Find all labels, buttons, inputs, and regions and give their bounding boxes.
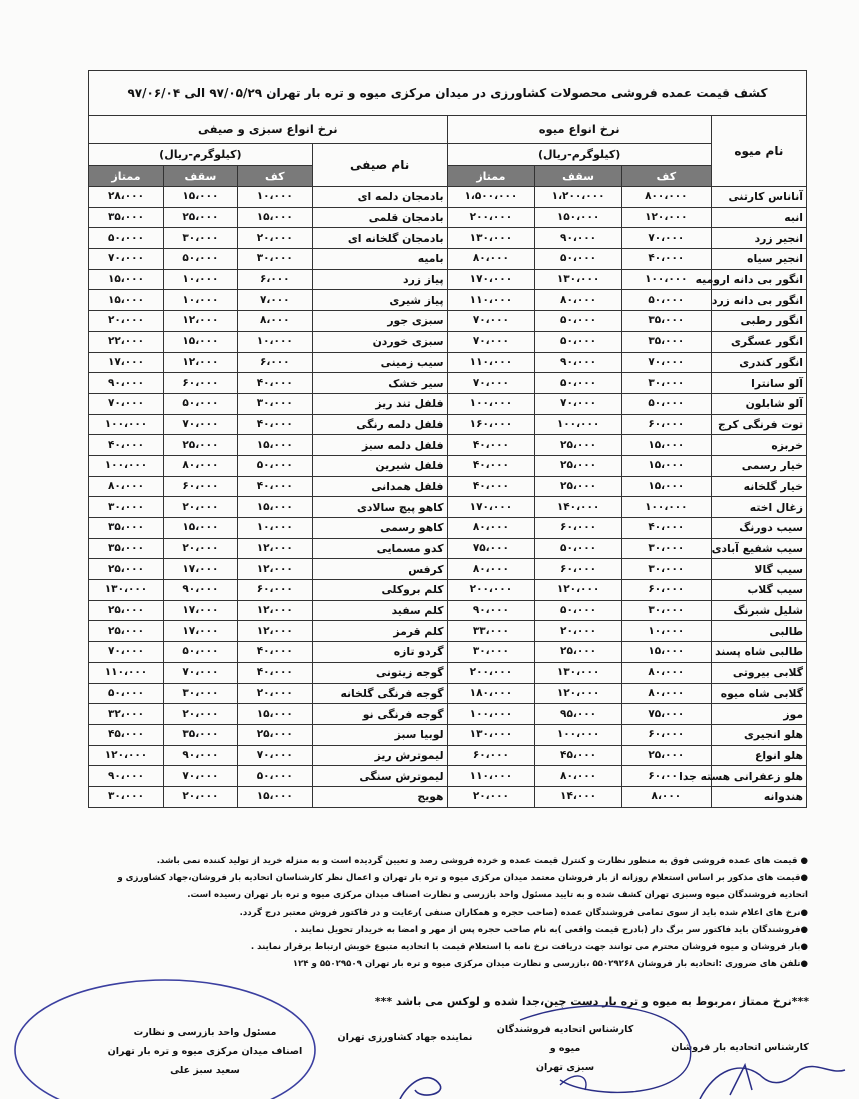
fruit-premium-price: ۱۳۰،۰۰۰ bbox=[447, 724, 535, 745]
veg-min-price: ۶،۰۰۰ bbox=[237, 352, 312, 373]
veg-max-price: ۱۰،۰۰۰ bbox=[164, 269, 238, 290]
fruit-premium-price: ۱۶۰،۰۰۰ bbox=[447, 414, 535, 435]
fruit-max-price: ۵۰،۰۰۰ bbox=[535, 331, 622, 352]
fruit-name: انجیر سیاه bbox=[711, 249, 806, 270]
fruit-max-price: ۱۲۰،۰۰۰ bbox=[535, 580, 622, 601]
fruit-min-price: ۱۲۰،۰۰۰ bbox=[621, 207, 711, 228]
note-line: ●تلفن های ضروری :اتحادیه بار فروشان ۵۵۰۲۹۲۶۸ ،بازرسی و نظارت میدان مرکزی میوه و تره بار تهران ۵۵۰۲۹۵۰۹ و ۱۲۴ bbox=[292, 959, 808, 970]
veg-name: پیاز شیری bbox=[312, 290, 447, 311]
fruit-max-price: ۱۰۰،۰۰۰ bbox=[535, 414, 622, 435]
veg-min-price: ۳۰،۰۰۰ bbox=[237, 393, 312, 414]
veg-premium-price: ۷۰،۰۰۰ bbox=[89, 393, 164, 414]
veg-name: سیر خشک bbox=[312, 373, 447, 394]
fruit-name: انگور عسگری bbox=[711, 331, 806, 352]
fruit-name-header: نام میوه bbox=[711, 116, 806, 187]
veg-premium-price: ۲۵،۰۰۰ bbox=[89, 600, 164, 621]
fruit-premium-price: ۱۱۰،۰۰۰ bbox=[447, 290, 535, 311]
veg-name: گردو تازه bbox=[312, 642, 447, 663]
veg-premium-price: ۳۵،۰۰۰ bbox=[89, 207, 164, 228]
fruit-name: انجیر زرد bbox=[711, 228, 806, 249]
note-line: اتحادیه فروشندگان میوه وسبزی تهران کشف شده و به تایید مسئول واحد بازرسی و نظارت اصناف میدان مرکزی میوه و تره بار تهران رسیده است. bbox=[187, 890, 808, 901]
veg-premium-price: ۳۲،۰۰۰ bbox=[89, 704, 164, 725]
fruit-max-price: ۲۵،۰۰۰ bbox=[535, 455, 622, 476]
note-line: ●قیمت های مذکور بر اساس استعلام روزانه از بار فروشان معتمد میدان مرکزی میوه و تره بار تهران و اعمال نظر کارشناسان اتحادیه بار فروشان،جهاد کشاورزی و bbox=[117, 873, 808, 884]
veg-name: گوجه زیتونی bbox=[312, 662, 447, 683]
fruit-min-price: ۱۵،۰۰۰ bbox=[621, 642, 711, 663]
fruit-min-price: ۳۰،۰۰۰ bbox=[621, 600, 711, 621]
veg-col-max: سقف bbox=[164, 166, 238, 187]
veg-name: فلفل دلمه رنگی bbox=[312, 414, 447, 435]
fruit-max-price: ۶۰،۰۰۰ bbox=[535, 518, 622, 539]
fruit-min-price: ۱۵،۰۰۰ bbox=[621, 455, 711, 476]
fruit-name: توت فرنگی کرج bbox=[711, 414, 806, 435]
fruit-name: آلو شابلون bbox=[711, 393, 806, 414]
veg-min-price: ۱۲،۰۰۰ bbox=[237, 621, 312, 642]
veg-max-price: ۱۰،۰۰۰ bbox=[164, 290, 238, 311]
fruit-premium-price: ۷۰،۰۰۰ bbox=[447, 311, 535, 332]
fruit-max-price: ۷۰،۰۰۰ bbox=[535, 393, 622, 414]
fruit-name: خربزه bbox=[711, 435, 806, 456]
fruit-premium-price: ۲۰۰،۰۰۰ bbox=[447, 580, 535, 601]
signature-line: کارشناس اتحادیه فروشندگان میوه و bbox=[496, 1024, 634, 1054]
fruit-name: هلو انواع bbox=[711, 745, 806, 766]
veg-name: سبزی خوردن bbox=[312, 331, 447, 352]
fruit-min-price: ۴۰،۰۰۰ bbox=[621, 518, 711, 539]
veg-max-price: ۳۰،۰۰۰ bbox=[164, 228, 238, 249]
veg-name: کدو مسمایی bbox=[312, 538, 447, 559]
veg-max-price: ۸۰،۰۰۰ bbox=[164, 455, 238, 476]
veg-max-price: ۲۰،۰۰۰ bbox=[164, 538, 238, 559]
fruit-max-price: ۵۰،۰۰۰ bbox=[535, 373, 622, 394]
veg-max-price: ۶۰،۰۰۰ bbox=[164, 476, 238, 497]
fruit-max-price: ۲۵،۰۰۰ bbox=[535, 435, 622, 456]
fruit-max-price: ۱۳۰،۰۰۰ bbox=[535, 662, 622, 683]
fruit-max-price: ۲۰،۰۰۰ bbox=[535, 621, 622, 642]
veg-max-price: ۱۷،۰۰۰ bbox=[164, 600, 238, 621]
fruit-name: انگور بی دانه زرد bbox=[711, 290, 806, 311]
fruit-premium-price: ۱۰۰،۰۰۰ bbox=[447, 704, 535, 725]
signature-line: کارشناس اتحادیه بار فروشان bbox=[671, 1042, 809, 1053]
fruit-premium-price: ۲۰۰،۰۰۰ bbox=[447, 662, 535, 683]
veg-premium-price: ۳۰،۰۰۰ bbox=[89, 786, 164, 807]
fruit-premium-price: ۱۷۰،۰۰۰ bbox=[447, 497, 535, 518]
veg-max-price: ۹۰،۰۰۰ bbox=[164, 745, 238, 766]
veg-max-price: ۱۲،۰۰۰ bbox=[164, 311, 238, 332]
fruit-max-price: ۵۰،۰۰۰ bbox=[535, 311, 622, 332]
veg-premium-price: ۱۲۰،۰۰۰ bbox=[89, 745, 164, 766]
fruit-min-price: ۳۰،۰۰۰ bbox=[621, 373, 711, 394]
veg-premium-price: ۹۰،۰۰۰ bbox=[89, 373, 164, 394]
veg-max-price: ۱۵،۰۰۰ bbox=[164, 331, 238, 352]
veg-min-price: ۶،۰۰۰ bbox=[237, 269, 312, 290]
fruit-col-min: کف bbox=[621, 166, 711, 187]
fruit-premium-price: ۴۰،۰۰۰ bbox=[447, 455, 535, 476]
veg-premium-price: ۲۲،۰۰۰ bbox=[89, 331, 164, 352]
veg-section-heading: نرخ انواع سبزی و صیفی bbox=[89, 116, 448, 144]
veg-premium-price: ۱۷،۰۰۰ bbox=[89, 352, 164, 373]
veg-name: فلفل تند ریز bbox=[312, 393, 447, 414]
fruit-max-price: ۱،۲۰۰،۰۰۰ bbox=[535, 187, 622, 208]
fruit-min-price: ۳۵،۰۰۰ bbox=[621, 331, 711, 352]
veg-max-price: ۷۰،۰۰۰ bbox=[164, 414, 238, 435]
fruit-min-price: ۵۰،۰۰۰ bbox=[621, 393, 711, 414]
veg-min-price: ۱۵،۰۰۰ bbox=[237, 704, 312, 725]
fruit-min-price: ۶۰،۰۰۰ bbox=[621, 414, 711, 435]
veg-min-price: ۴۰،۰۰۰ bbox=[237, 476, 312, 497]
veg-min-price: ۲۰،۰۰۰ bbox=[237, 228, 312, 249]
fruit-min-price: ۵۰،۰۰۰ bbox=[621, 290, 711, 311]
veg-max-price: ۳۵،۰۰۰ bbox=[164, 724, 238, 745]
fruit-min-price: ۳۵،۰۰۰ bbox=[621, 311, 711, 332]
fruit-premium-price: ۳۳،۰۰۰ bbox=[447, 621, 535, 642]
veg-premium-price: ۲۵،۰۰۰ bbox=[89, 621, 164, 642]
veg-name: لوبیا سبز bbox=[312, 724, 447, 745]
veg-name: لیموترش ریز bbox=[312, 745, 447, 766]
fruit-name: سیب دورنگ bbox=[711, 518, 806, 539]
fruit-min-price: ۷۵،۰۰۰ bbox=[621, 704, 711, 725]
fruit-premium-price: ۱۳۰،۰۰۰ bbox=[447, 228, 535, 249]
fruit-min-price: ۱۰،۰۰۰ bbox=[621, 621, 711, 642]
veg-name: کرفس bbox=[312, 559, 447, 580]
note-line: ●نرخ های اعلام شده باید از سوی تمامی فروشندگان عمده (صاحب حجره و همکاران صنفی )رعایت و در فاکتور فروش معتبر درج گردد. bbox=[239, 907, 808, 918]
veg-max-price: ۲۰،۰۰۰ bbox=[164, 497, 238, 518]
veg-max-price: ۲۰،۰۰۰ bbox=[164, 704, 238, 725]
veg-name: لیموترش سنگی bbox=[312, 766, 447, 787]
veg-name: کلم قرمز bbox=[312, 621, 447, 642]
veg-max-price: ۷۰،۰۰۰ bbox=[164, 662, 238, 683]
veg-name-header: نام صیفی bbox=[312, 144, 447, 187]
fruit-premium-price: ۸۰،۰۰۰ bbox=[447, 518, 535, 539]
veg-max-price: ۱۵،۰۰۰ bbox=[164, 187, 238, 208]
fruit-max-price: ۵۰،۰۰۰ bbox=[535, 600, 622, 621]
veg-min-price: ۱۲،۰۰۰ bbox=[237, 600, 312, 621]
fruit-name: طالبی شاه پسند bbox=[711, 642, 806, 663]
veg-name: هویج bbox=[312, 786, 447, 807]
signature-scribble-icon bbox=[400, 1078, 441, 1099]
fruit-max-price: ۲۵،۰۰۰ bbox=[535, 476, 622, 497]
fruit-min-price: ۶۰،۰۰۰ bbox=[621, 580, 711, 601]
veg-min-price: ۵۰،۰۰۰ bbox=[237, 455, 312, 476]
fruit-name: هلو زعفرانی هسته جدا bbox=[711, 766, 806, 787]
fruit-max-price: ۹۰،۰۰۰ bbox=[535, 352, 622, 373]
veg-min-price: ۱۵،۰۰۰ bbox=[237, 207, 312, 228]
fruit-min-price: ۴۰،۰۰۰ bbox=[621, 249, 711, 270]
fruit-premium-price: ۸۰،۰۰۰ bbox=[447, 559, 535, 580]
fruit-max-price: ۲۵،۰۰۰ bbox=[535, 642, 622, 663]
veg-min-price: ۲۵،۰۰۰ bbox=[237, 724, 312, 745]
veg-min-price: ۱۰،۰۰۰ bbox=[237, 331, 312, 352]
fruit-premium-price: ۱۸۰،۰۰۰ bbox=[447, 683, 535, 704]
veg-min-price: ۳۰،۰۰۰ bbox=[237, 249, 312, 270]
fruit-min-price: ۸۰،۰۰۰ bbox=[621, 683, 711, 704]
veg-premium-price: ۱۱۰،۰۰۰ bbox=[89, 662, 164, 683]
veg-premium-price: ۲۵،۰۰۰ bbox=[89, 559, 164, 580]
fruit-max-price: ۵۰،۰۰۰ bbox=[535, 249, 622, 270]
fruit-name: زغال اخته bbox=[711, 497, 806, 518]
fruit-max-price: ۱۰۰،۰۰۰ bbox=[535, 724, 622, 745]
fruit-premium-price: ۲۰،۰۰۰ bbox=[447, 786, 535, 807]
fruit-max-price: ۹۰،۰۰۰ bbox=[535, 228, 622, 249]
veg-col-min: کف bbox=[237, 166, 312, 187]
fruit-min-price: ۳۰،۰۰۰ bbox=[621, 538, 711, 559]
veg-name: بامیه bbox=[312, 249, 447, 270]
veg-min-price: ۴۰،۰۰۰ bbox=[237, 642, 312, 663]
fruit-premium-price: ۷۰،۰۰۰ bbox=[447, 331, 535, 352]
veg-max-price: ۷۰،۰۰۰ bbox=[164, 766, 238, 787]
fruit-premium-price: ۱۷۰،۰۰۰ bbox=[447, 269, 535, 290]
veg-premium-price: ۷۰،۰۰۰ bbox=[89, 249, 164, 270]
veg-premium-price: ۵۰،۰۰۰ bbox=[89, 228, 164, 249]
veg-min-price: ۴۰،۰۰۰ bbox=[237, 373, 312, 394]
fruit-name: سیب شفیع آبادی bbox=[711, 538, 806, 559]
veg-premium-price: ۲۰،۰۰۰ bbox=[89, 311, 164, 332]
veg-name: کلم سفید bbox=[312, 600, 447, 621]
veg-name: فلفل شیرین bbox=[312, 455, 447, 476]
signature-line: سعید سبز علی bbox=[170, 1065, 240, 1076]
fruit-premium-price: ۱۱۰،۰۰۰ bbox=[447, 352, 535, 373]
fruit-max-price: ۱۳۰،۰۰۰ bbox=[535, 269, 622, 290]
veg-name: پیاز زرد bbox=[312, 269, 447, 290]
veg-min-price: ۴۰،۰۰۰ bbox=[237, 414, 312, 435]
veg-premium-price: ۱۵،۰۰۰ bbox=[89, 269, 164, 290]
veg-premium-price: ۷۰،۰۰۰ bbox=[89, 642, 164, 663]
fruit-name: انگور کندری bbox=[711, 352, 806, 373]
veg-max-price: ۱۷،۰۰۰ bbox=[164, 621, 238, 642]
fruit-max-price: ۱۴۰،۰۰۰ bbox=[535, 497, 622, 518]
fruit-name: طالبی bbox=[711, 621, 806, 642]
veg-max-price: ۶۰،۰۰۰ bbox=[164, 373, 238, 394]
veg-max-price: ۲۰،۰۰۰ bbox=[164, 786, 238, 807]
veg-max-price: ۹۰،۰۰۰ bbox=[164, 580, 238, 601]
veg-premium-price: ۱۰۰،۰۰۰ bbox=[89, 455, 164, 476]
fruit-premium-price: ۱۰۰،۰۰۰ bbox=[447, 393, 535, 414]
veg-premium-price: ۳۵،۰۰۰ bbox=[89, 538, 164, 559]
fruit-min-price: ۱۰۰،۰۰۰ bbox=[621, 497, 711, 518]
veg-premium-price: ۸۰،۰۰۰ bbox=[89, 476, 164, 497]
fruit-premium-price: ۴۰،۰۰۰ bbox=[447, 435, 535, 456]
veg-name: بادمجان دلمه ای bbox=[312, 187, 447, 208]
fruit-premium-price: ۷۰،۰۰۰ bbox=[447, 373, 535, 394]
veg-name: گوجه فرنگی نو bbox=[312, 704, 447, 725]
signature-scribble-icon bbox=[700, 1066, 845, 1099]
veg-premium-price: ۵۰،۰۰۰ bbox=[89, 683, 164, 704]
fruit-min-price: ۲۵،۰۰۰ bbox=[621, 745, 711, 766]
veg-premium-price: ۳۵،۰۰۰ bbox=[89, 518, 164, 539]
fruit-col-premium: ممتاز bbox=[447, 166, 535, 187]
signature-line: اصناف میدان مرکزی میوه و تره بار تهران bbox=[107, 1046, 303, 1057]
veg-name: سیب زمینی bbox=[312, 352, 447, 373]
fruit-name: گلابی بیروتی bbox=[711, 662, 806, 683]
signature-line: نماینده جهاد کشاورزی تهران bbox=[337, 1032, 473, 1043]
veg-min-price: ۱۲،۰۰۰ bbox=[237, 538, 312, 559]
fruit-min-price: ۸۰،۰۰۰ bbox=[621, 662, 711, 683]
veg-name: کاهو پیچ سالادی bbox=[312, 497, 447, 518]
veg-min-price: ۴۰،۰۰۰ bbox=[237, 662, 312, 683]
veg-premium-price: ۳۰،۰۰۰ bbox=[89, 497, 164, 518]
veg-min-price: ۵۰،۰۰۰ bbox=[237, 766, 312, 787]
fruit-max-price: ۹۵،۰۰۰ bbox=[535, 704, 622, 725]
fruit-min-price: ۱۵،۰۰۰ bbox=[621, 435, 711, 456]
fruit-unit: (کیلوگرم-ریال) bbox=[447, 144, 711, 166]
fruit-min-price: ۷۰،۰۰۰ bbox=[621, 228, 711, 249]
note-line: ● قیمت های عمده فروشی فوق به منظور نظارت و کنترل قیمت عمده و خرده فروشی رصد و تعیین گردیده است و به منزله خرید از تولید کننده نمی باشد. bbox=[156, 856, 808, 866]
veg-max-price: ۱۲،۰۰۰ bbox=[164, 352, 238, 373]
note-line: ●بار فروشان و میوه فروشان محترم می توانند جهت دریافت نرخ نامه با استعلام قیمت با اتحادیه متبوع خویش ارتباط برقرار نمایند . bbox=[250, 942, 808, 953]
premium-note: ***نرخ ممتاز ،مربوط به میوه و تره بار دست چین،جدا شده و لوکس می باشد *** bbox=[374, 995, 809, 1008]
fruit-premium-price: ۱،۵۰۰،۰۰۰ bbox=[447, 187, 535, 208]
veg-premium-price: ۱۳۰،۰۰۰ bbox=[89, 580, 164, 601]
fruit-min-price: ۶۰،۰۰۰ bbox=[621, 724, 711, 745]
fruit-min-price: ۸۰۰،۰۰۰ bbox=[621, 187, 711, 208]
signature-scribble-icon bbox=[520, 1006, 691, 1093]
veg-min-price: ۱۵،۰۰۰ bbox=[237, 497, 312, 518]
fruit-max-price: ۱۴،۰۰۰ bbox=[535, 786, 622, 807]
fruit-premium-price: ۴۰،۰۰۰ bbox=[447, 476, 535, 497]
fruit-min-price: ۳۰،۰۰۰ bbox=[621, 559, 711, 580]
fruit-premium-price: ۳۰،۰۰۰ bbox=[447, 642, 535, 663]
veg-min-price: ۱۲،۰۰۰ bbox=[237, 559, 312, 580]
veg-name: بادمجان قلمی bbox=[312, 207, 447, 228]
veg-premium-price: ۹۰،۰۰۰ bbox=[89, 766, 164, 787]
veg-premium-price: ۴۵،۰۰۰ bbox=[89, 724, 164, 745]
fruit-max-price: ۸۰،۰۰۰ bbox=[535, 290, 622, 311]
fruit-max-price: ۴۵،۰۰۰ bbox=[535, 745, 622, 766]
fruit-max-price: ۵۰،۰۰۰ bbox=[535, 538, 622, 559]
veg-name: سبزی جور bbox=[312, 311, 447, 332]
veg-name: فلفل دلمه سبز bbox=[312, 435, 447, 456]
fruit-name: هندوانه bbox=[711, 786, 806, 807]
fruit-min-price: ۱۵،۰۰۰ bbox=[621, 476, 711, 497]
fruit-min-price: ۸،۰۰۰ bbox=[621, 786, 711, 807]
veg-max-price: ۲۵،۰۰۰ bbox=[164, 435, 238, 456]
fruit-premium-price: ۹۰،۰۰۰ bbox=[447, 600, 535, 621]
fruit-premium-price: ۸۰،۰۰۰ bbox=[447, 249, 535, 270]
veg-max-price: ۳۰،۰۰۰ bbox=[164, 683, 238, 704]
veg-name: فلفل همدانی bbox=[312, 476, 447, 497]
fruit-name: انبه bbox=[711, 207, 806, 228]
fruit-max-price: ۱۲۰،۰۰۰ bbox=[535, 683, 622, 704]
veg-premium-price: ۱۵،۰۰۰ bbox=[89, 290, 164, 311]
fruit-col-max: سقف bbox=[535, 166, 622, 187]
fruit-premium-price: ۷۵،۰۰۰ bbox=[447, 538, 535, 559]
veg-min-price: ۱۰،۰۰۰ bbox=[237, 187, 312, 208]
veg-min-price: ۸،۰۰۰ bbox=[237, 311, 312, 332]
veg-min-price: ۱۰،۰۰۰ bbox=[237, 518, 312, 539]
veg-min-price: ۱۵،۰۰۰ bbox=[237, 786, 312, 807]
signature-line: مسئول واحد بازرسی و نظارت bbox=[133, 1027, 277, 1038]
veg-min-price: ۲۰،۰۰۰ bbox=[237, 683, 312, 704]
fruit-name: هلو انجیری bbox=[711, 724, 806, 745]
fruit-section-heading: نرخ انواع میوه bbox=[447, 116, 711, 144]
fruit-name: انگور رطبی bbox=[711, 311, 806, 332]
fruit-name: خیار گلخانه bbox=[711, 476, 806, 497]
fruit-name: خیار رسمی bbox=[711, 455, 806, 476]
veg-unit: (کیلوگرم-ریال) bbox=[89, 144, 313, 166]
veg-premium-price: ۴۰،۰۰۰ bbox=[89, 435, 164, 456]
fruit-name: آلو سانترا bbox=[711, 373, 806, 394]
veg-premium-price: ۱۰۰،۰۰۰ bbox=[89, 414, 164, 435]
fruit-name: موز bbox=[711, 704, 806, 725]
fruit-premium-price: ۶۰،۰۰۰ bbox=[447, 745, 535, 766]
fruit-min-price: ۱۰۰،۰۰۰ bbox=[621, 269, 711, 290]
veg-min-price: ۱۵،۰۰۰ bbox=[237, 435, 312, 456]
fruit-max-price: ۱۵۰،۰۰۰ bbox=[535, 207, 622, 228]
veg-min-price: ۷،۰۰۰ bbox=[237, 290, 312, 311]
fruit-name: انگور بی دانه ارومیه bbox=[711, 269, 806, 290]
veg-max-price: ۱۷،۰۰۰ bbox=[164, 559, 238, 580]
signature-line: سبزی تهران bbox=[535, 1062, 595, 1073]
fruit-name: آناناس کارتنی bbox=[711, 187, 806, 208]
veg-name: کلم بروکلی bbox=[312, 580, 447, 601]
veg-name: کاهو رسمی bbox=[312, 518, 447, 539]
veg-name: بادمجان گلخانه ای bbox=[312, 228, 447, 249]
veg-premium-price: ۲۸،۰۰۰ bbox=[89, 187, 164, 208]
fruit-name: گلابی شاه میوه bbox=[711, 683, 806, 704]
fruit-name: سیب گالا bbox=[711, 559, 806, 580]
veg-max-price: ۵۰،۰۰۰ bbox=[164, 642, 238, 663]
note-line: ●فروشندگان باید فاکتور سر برگ دار (بادرج قیمت واقعی )به نام صاحب حجره پس از مهر و امضا به خریدار تحویل نمایند . bbox=[294, 924, 808, 935]
fruit-premium-price: ۲۰۰،۰۰۰ bbox=[447, 207, 535, 228]
sheet-title: کشف قیمت عمده فروشی محصولات کشاورزی در میدان مرکزی میوه و تره بار تهران ۹۷/۰۵/۲۹ الی ۹۷/۰۶/۰۴ bbox=[89, 71, 807, 116]
fruit-min-price: ۷۰،۰۰۰ bbox=[621, 352, 711, 373]
fruit-max-price: ۶۰،۰۰۰ bbox=[535, 559, 622, 580]
fruit-premium-price: ۱۱۰،۰۰۰ bbox=[447, 766, 535, 787]
veg-max-price: ۵۰،۰۰۰ bbox=[164, 249, 238, 270]
veg-col-premium: ممتاز bbox=[89, 166, 164, 187]
fruit-name: سیب گلاب bbox=[711, 580, 806, 601]
fruit-max-price: ۸۰،۰۰۰ bbox=[535, 766, 622, 787]
veg-max-price: ۵۰،۰۰۰ bbox=[164, 393, 238, 414]
veg-min-price: ۶۰،۰۰۰ bbox=[237, 580, 312, 601]
veg-max-price: ۲۵،۰۰۰ bbox=[164, 207, 238, 228]
fruit-name: شلیل شبرنگ bbox=[711, 600, 806, 621]
veg-name: گوجه فرنگی گلخانه bbox=[312, 683, 447, 704]
fruit-min-price: ۶۰،۰۰۰ bbox=[621, 766, 711, 787]
veg-max-price: ۱۵،۰۰۰ bbox=[164, 518, 238, 539]
veg-min-price: ۷۰،۰۰۰ bbox=[237, 745, 312, 766]
stamp-outline-icon bbox=[15, 980, 315, 1099]
